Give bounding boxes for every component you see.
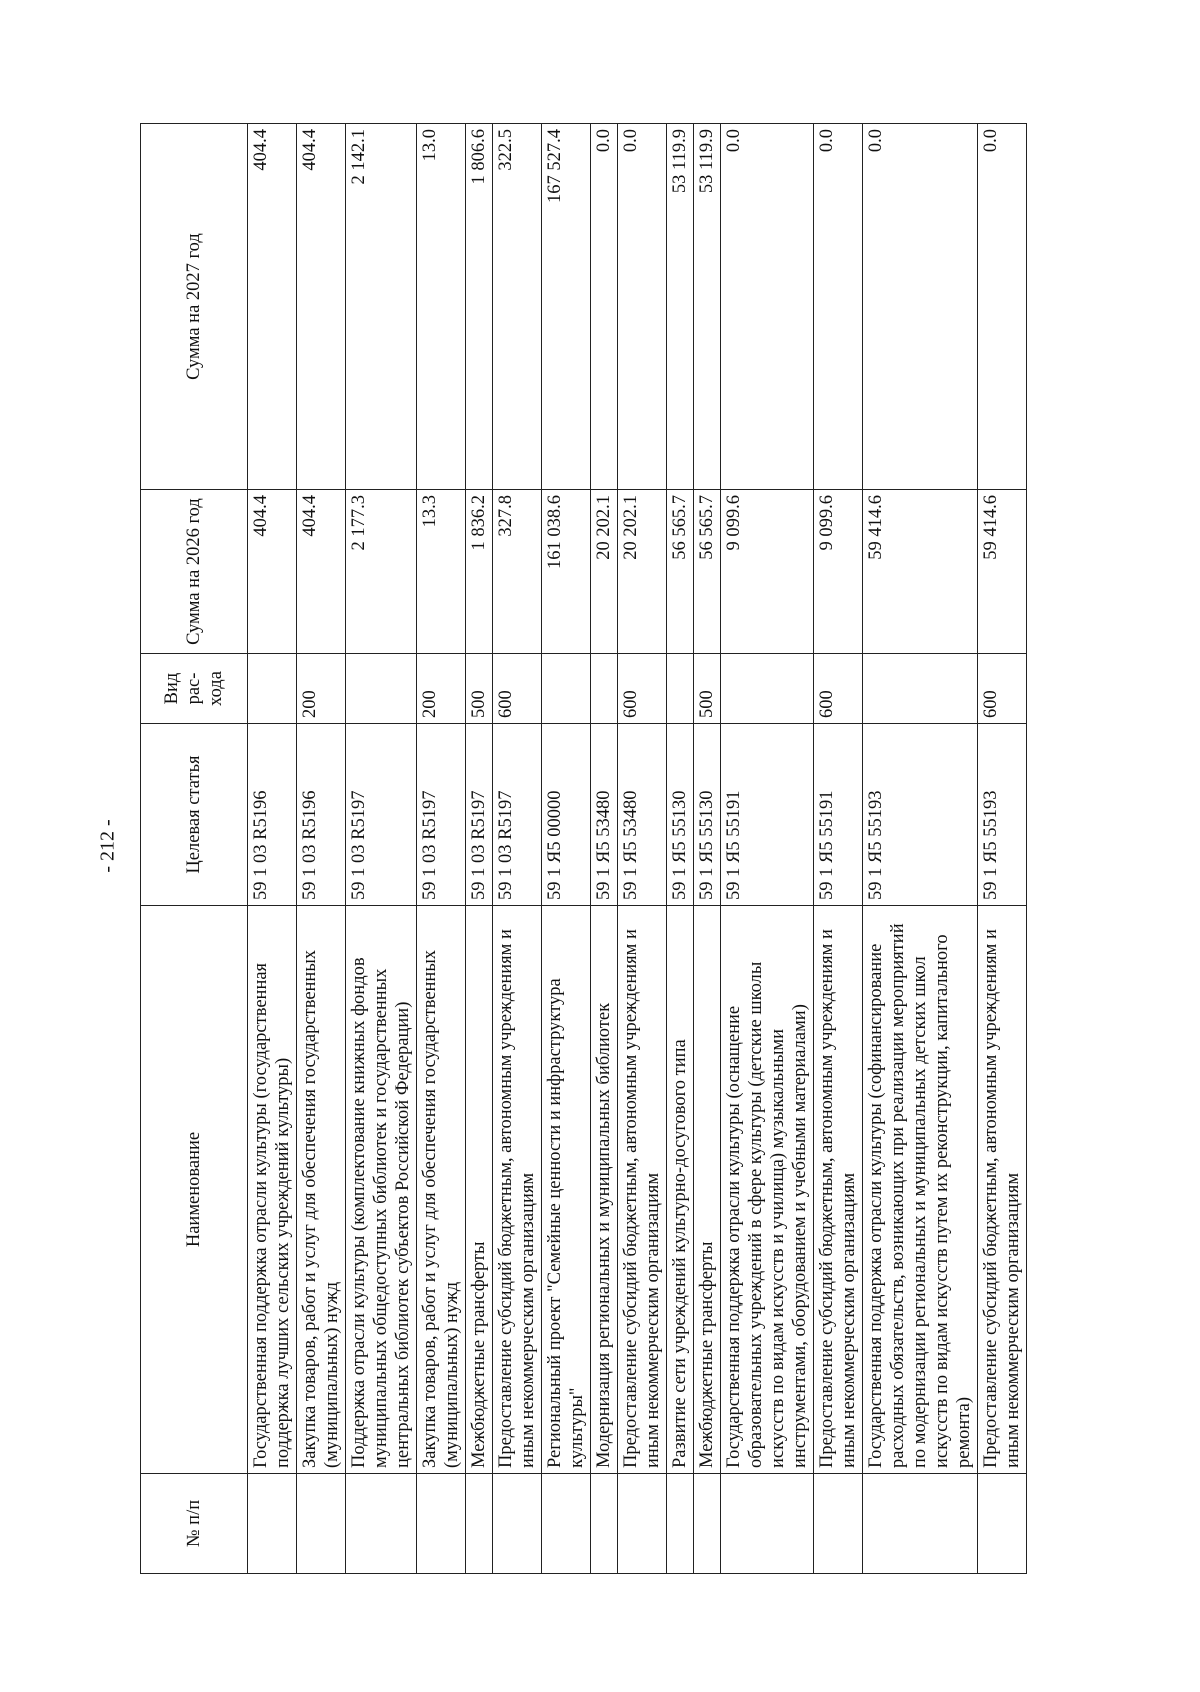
table-row xyxy=(863,124,978,1574)
cell-expense-kind: 500 xyxy=(466,654,493,724)
cell-idx xyxy=(297,1474,346,1574)
cell-expense-kind: 500 xyxy=(694,654,721,724)
cell-idx xyxy=(667,1474,694,1574)
header-target: Целевая статья xyxy=(141,724,248,906)
table-row xyxy=(667,124,694,1574)
cell-expense-kind xyxy=(863,654,978,724)
cell-expense-kind: 200 xyxy=(297,654,346,724)
cell-sum-2027: 0.0 xyxy=(721,124,814,490)
cell-name: Предоставление субсидий бюджетным, автономным учреждениям и иным некоммерческим организациям xyxy=(618,906,667,1474)
cell-sum-2026: 9 099.6 xyxy=(814,490,863,654)
cell-sum-2027: 0.0 xyxy=(591,124,618,490)
header-sum-2027: Сумма на 2027 год xyxy=(141,124,248,490)
header-kind: Вид рас- хода xyxy=(141,654,248,724)
cell-sum-2027: 0.0 xyxy=(978,124,1027,490)
table-row xyxy=(591,124,618,1574)
page-number: - 212 - xyxy=(96,819,119,873)
cell-sum-2026: 161 038.6 xyxy=(542,490,591,654)
table-row xyxy=(694,124,721,1574)
cell-name: Предоставление субсидий бюджетным, автономным учреждениям и иным некоммерческим организациям xyxy=(493,906,542,1474)
cell-sum-2027: 53 119.9 xyxy=(667,124,694,490)
table-row xyxy=(248,124,297,1574)
cell-sum-2026: 59 414.6 xyxy=(863,490,978,654)
table-row xyxy=(346,124,417,1574)
cell-sum-2027: 167 527.4 xyxy=(542,124,591,490)
cell-name: Модернизация региональных и муниципальных библиотек xyxy=(591,906,618,1474)
table-row xyxy=(542,124,591,1574)
cell-sum-2027: 0.0 xyxy=(618,124,667,490)
cell-sum-2027: 53 119.9 xyxy=(694,124,721,490)
cell-name: Межбюджетные трансферты xyxy=(466,906,493,1474)
cell-expense-kind: 600 xyxy=(493,654,542,724)
cell-idx xyxy=(417,1474,466,1574)
cell-sum-2026: 2 177.3 xyxy=(346,490,417,654)
cell-sum-2027: 2 142.1 xyxy=(346,124,417,490)
cell-target-article: 59 1 Я5 55130 xyxy=(694,724,721,906)
cell-expense-kind: 600 xyxy=(978,654,1027,724)
cell-name: Закупка товаров, работ и услуг для обеспечения государственных (муниципальных) нужд xyxy=(417,906,466,1474)
cell-sum-2026: 9 099.6 xyxy=(721,490,814,654)
cell-target-article: 59 1 Я5 55193 xyxy=(863,724,978,906)
table-row xyxy=(814,124,863,1574)
cell-idx xyxy=(248,1474,297,1574)
cell-sum-2026: 13.3 xyxy=(417,490,466,654)
header-sum-2026: Сумма на 2026 год xyxy=(141,490,248,654)
cell-target-article: 59 1 Я5 55130 xyxy=(667,724,694,906)
cell-idx xyxy=(542,1474,591,1574)
cell-sum-2026: 404.4 xyxy=(297,490,346,654)
cell-name: Поддержка отрасли культуры (комплектование книжных фондов муниципальных общедоступных библиотек и государственных центральных библиотек субъектов Российской Федерации) xyxy=(346,906,417,1474)
cell-idx xyxy=(346,1474,417,1574)
cell-target-article: 59 1 03 R5197 xyxy=(466,724,493,906)
cell-name: Предоставление субсидий бюджетным, автономным учреждениям и иным некоммерческим организациям xyxy=(978,906,1027,1474)
cell-idx xyxy=(694,1474,721,1574)
cell-sum-2027: 1 806.6 xyxy=(466,124,493,490)
cell-idx xyxy=(814,1474,863,1574)
cell-idx xyxy=(863,1474,978,1574)
cell-sum-2027: 404.4 xyxy=(297,124,346,490)
table-row xyxy=(493,124,542,1574)
cell-sum-2027: 0.0 xyxy=(863,124,978,490)
cell-expense-kind xyxy=(346,654,417,724)
cell-name: Государственная поддержка отрасли культуры (государственная поддержка лучших сельских учреждений культуры) xyxy=(248,906,297,1474)
cell-sum-2026: 327.8 xyxy=(493,490,542,654)
table-row xyxy=(978,124,1027,1574)
cell-target-article: 59 1 Я5 53480 xyxy=(618,724,667,906)
cell-sum-2027: 404.4 xyxy=(248,124,297,490)
table-header-row xyxy=(141,124,248,1574)
cell-name: Развитие сети учреждений культурно-досугового типа xyxy=(667,906,694,1474)
cell-target-article: 59 1 03 R5197 xyxy=(346,724,417,906)
cell-name: Закупка товаров, работ и услуг для обеспечения государственных (муниципальных) нужд xyxy=(297,906,346,1474)
cell-idx xyxy=(978,1474,1027,1574)
cell-target-article: 59 1 Я5 55193 xyxy=(978,724,1027,906)
table-row xyxy=(618,124,667,1574)
cell-sum-2027: 322.5 xyxy=(493,124,542,490)
cell-sum-2026: 59 414.6 xyxy=(978,490,1027,654)
cell-name: Предоставление субсидий бюджетным, автономным учреждениям и иным некоммерческим организациям xyxy=(814,906,863,1474)
cell-sum-2026: 56 565.7 xyxy=(694,490,721,654)
budget-table xyxy=(140,123,1027,1574)
cell-name: Региональный проект "Семейные ценности и инфраструктура культуры" xyxy=(542,906,591,1474)
cell-sum-2026: 20 202.1 xyxy=(591,490,618,654)
cell-name: Межбюджетные трансферты xyxy=(694,906,721,1474)
cell-expense-kind xyxy=(721,654,814,724)
table-row xyxy=(417,124,466,1574)
cell-target-article: 59 1 Я5 00000 xyxy=(542,724,591,906)
table-body xyxy=(248,124,1027,1574)
cell-expense-kind: 200 xyxy=(417,654,466,724)
cell-target-article: 59 1 03 R5196 xyxy=(248,724,297,906)
header-name: Наименование xyxy=(141,906,248,1474)
cell-sum-2026: 404.4 xyxy=(248,490,297,654)
cell-sum-2026: 20 202.1 xyxy=(618,490,667,654)
cell-idx xyxy=(721,1474,814,1574)
cell-sum-2026: 56 565.7 xyxy=(667,490,694,654)
header-idx: № п/п xyxy=(141,1474,248,1574)
cell-sum-2026: 1 836.2 xyxy=(466,490,493,654)
cell-sum-2027: 13.0 xyxy=(417,124,466,490)
cell-idx xyxy=(591,1474,618,1574)
cell-sum-2027: 0.0 xyxy=(814,124,863,490)
cell-idx xyxy=(466,1474,493,1574)
table-row xyxy=(721,124,814,1574)
cell-target-article: 59 1 03 R5197 xyxy=(493,724,542,906)
cell-expense-kind xyxy=(248,654,297,724)
cell-target-article: 59 1 03 R5196 xyxy=(297,724,346,906)
cell-target-article: 59 1 Я5 55191 xyxy=(814,724,863,906)
rotated-table-container xyxy=(140,124,1060,1574)
cell-expense-kind xyxy=(542,654,591,724)
cell-expense-kind xyxy=(591,654,618,724)
cell-name: Государственная поддержка отрасли культуры (софинансирование расходных обязательств, возникающих при реализации мероприятий по модернизации региональных и муниципальных детских школ искусств по видам искусств путем их реконструкции, капитального ремонта) xyxy=(863,906,978,1474)
cell-idx xyxy=(493,1474,542,1574)
cell-target-article: 59 1 Я5 55191 xyxy=(721,724,814,906)
cell-expense-kind xyxy=(667,654,694,724)
table-row xyxy=(466,124,493,1574)
table-row xyxy=(297,124,346,1574)
cell-name: Государственная поддержка отрасли культуры (оснащение образовательных учреждений в сфере культуры (детские школы искусств по видам искусств и училища) музыкальными инструментами, оборудованием и учебными материалами) xyxy=(721,906,814,1474)
cell-expense-kind: 600 xyxy=(618,654,667,724)
cell-target-article: 59 1 Я5 53480 xyxy=(591,724,618,906)
cell-idx xyxy=(618,1474,667,1574)
cell-expense-kind: 600 xyxy=(814,654,863,724)
cell-target-article: 59 1 03 R5197 xyxy=(417,724,466,906)
